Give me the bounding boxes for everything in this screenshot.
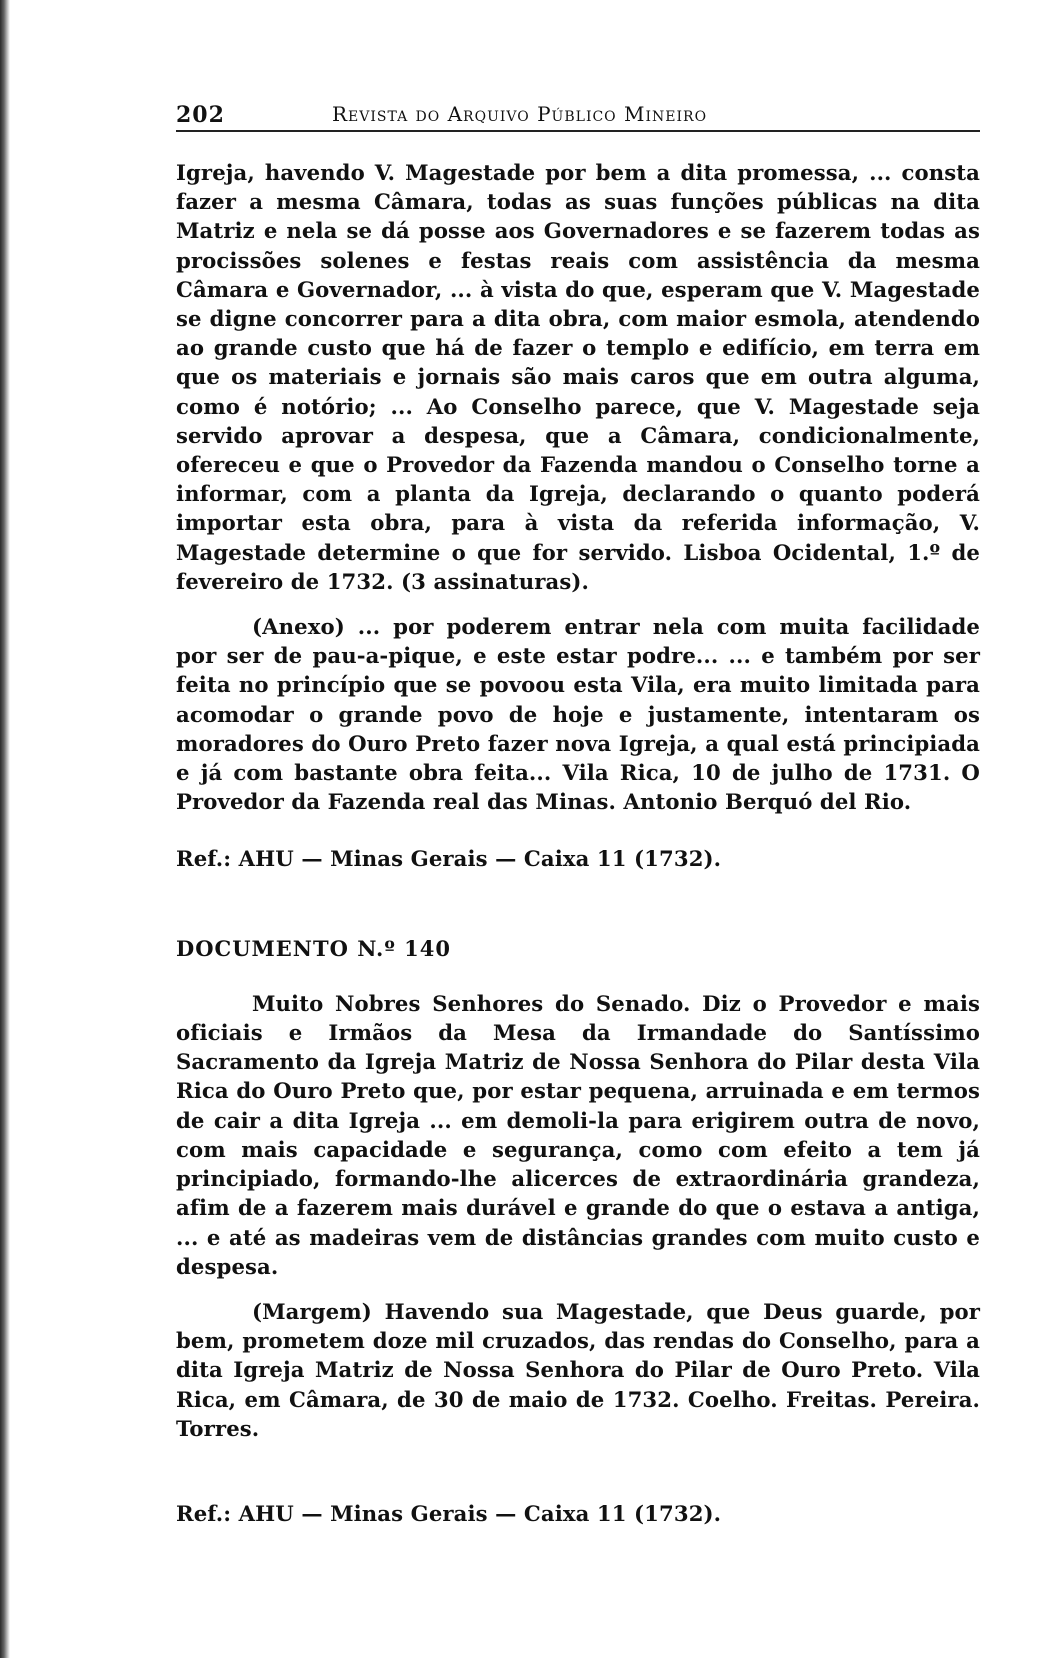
journal-title: Revista do Arquivo Público Mineiro xyxy=(332,102,708,126)
document-page xyxy=(176,80,980,1528)
paragraph-margin-note: (Margem) Havendo sua Magestade, que Deus guarde, por bem, prometem doze mil cruzados, das rendas do Conselho, para a dita Igreja Matriz de Nossa Senhora do Pilar de Ouro Preto. Vila Rica, em Câmara, de 30 de maio de 1732. Coelho. Freitas. Pereira. Torres. xyxy=(176,1298,980,1441)
body-text xyxy=(176,158,980,1528)
reference-line-final: Ref.: AHU — Minas Gerais — Caixa 11 (1732). xyxy=(176,1500,722,1526)
page-number: 202 xyxy=(176,102,225,128)
paragraph-annex: (Anexo) ... por poderem entrar nela com muita facilidade por ser de pau-a-pique, e este estar podre... ... e também por ser feita no princípio que se povoou esta Vila, era muito limitada para acomodar o grande povo de hoje e justamente, intentaram os moradores do Ouro Preto fazer nova Igreja, a qual está principiada e já com bastante obra feita... Vila Rica, 10 de julho de 1731. O Provedor da Fazenda real das Minas. Antonio Berquó del Rio. xyxy=(176,614,980,815)
running-head xyxy=(176,80,980,132)
paragraph-continuation: Igreja, havendo V. Magestade por bem a dita promessa, ... consta fazer a mesma Câmara, todas as suas funções públicas na dita Matriz e nela se dá posse aos Governadores e se fazerem todas as procissões solenes e festas reais com assistência da mesma Câmara e Governador, ... à vista do que, esperam que V. Magestade se digne concorrer para a dita obra, com maior esmola, atendendo ao grande custo que há de fazer o templo e edifício, em terra em que os materiais e jornais são mais caros que em outra alguma, como é notório; ... Ao Conselho parece, que V. Magestade seja servido aprovar a despesa, que a Câmara, condicionalmente, ofereceu e que o Provedor da Fazenda mandou o Conselho torne a informar, com a planta da Igreja, declarando o quanto poderá importar esta obra, para à vista da referida informação, V. Magestade determine o que for servido. Lisboa Ocidental, 1.º de fevereiro de 1732. (3 assinaturas). xyxy=(176,160,980,594)
reference-line: Ref.: AHU — Minas Gerais — Caixa 11 (1732). xyxy=(176,846,722,872)
paragraph-petition: Muito Nobres Senhores do Senado. Diz o Provedor e mais oficiais e Irmãos da Mesa da Irmandade do Santíssimo Sacramento da Igreja Matriz de Nossa Senhora do Pilar desta Vila Rica do Ouro Preto que, por estar pequena, arruinada e em termos de cair a dita Igreja ... em demoli-la para erigirem outra de novo, com mais capacidade e segurança, como com efeito a tem já principiado, formando-lhe alicerces de extraordinária grandeza, afim de a fazerem mais durável e grande do que o estava a antiga, ... e até as madeiras vem de distâncias grandes com muito custo e despesa. xyxy=(176,990,980,1279)
scan-edge xyxy=(0,0,10,1658)
document-heading: DOCUMENTO N.º 140 xyxy=(176,935,452,961)
